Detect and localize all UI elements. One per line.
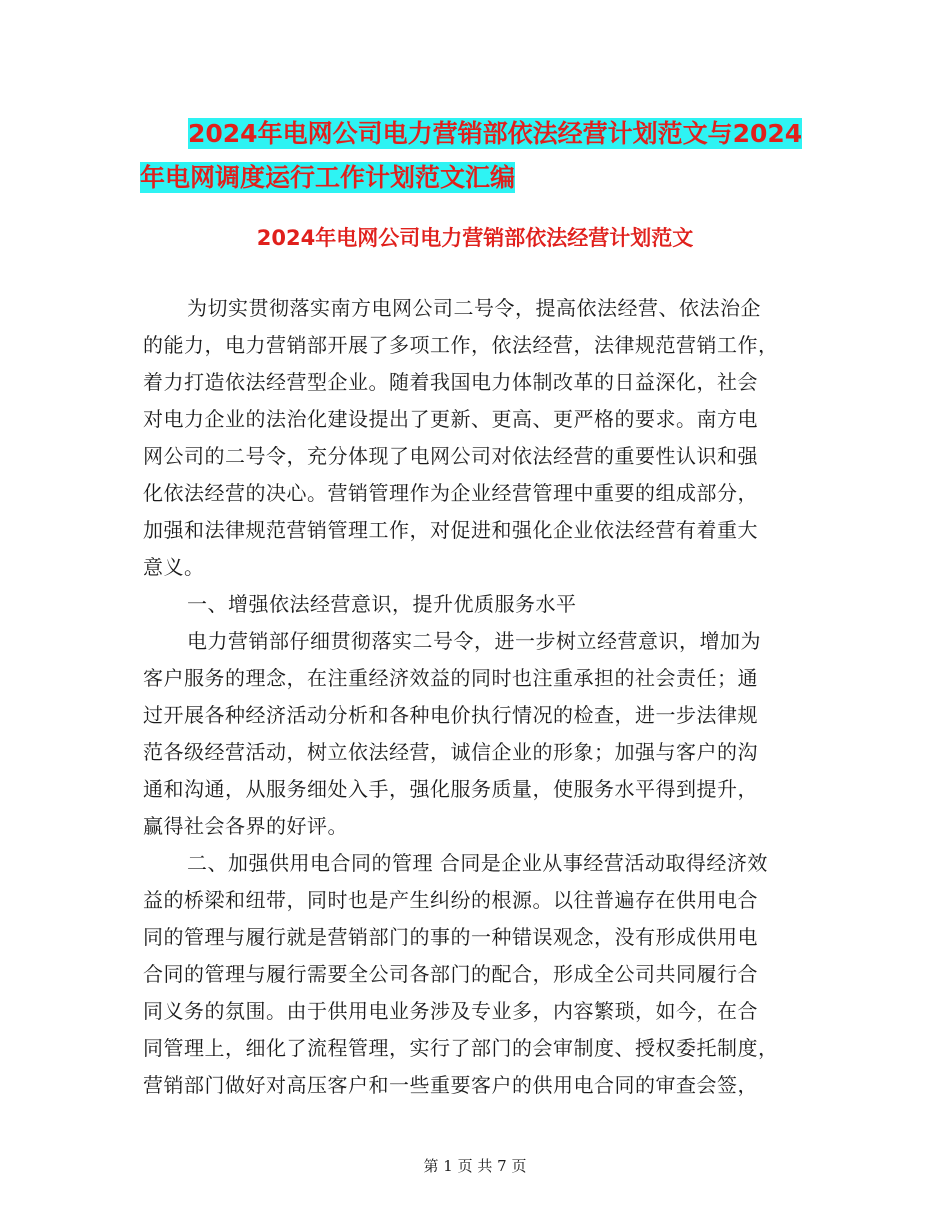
title-line-2 <box>140 156 820 200</box>
text-line: 意义。 <box>143 555 205 579</box>
text-line: 同的管理与履行就是营销部门的事的一种错误观念，没有形成供用电 <box>143 925 758 949</box>
text-line: 营销部门做好对高压客户和一些重要客户的供用电合同的审查会签， <box>143 1073 758 1097</box>
page-footer: 第 1 页 共 7 页 <box>423 1157 527 1175</box>
text-line: 益的桥梁和纽带，同时也是产生纠纷的根源。以往普遍存在供用电合 <box>143 888 758 912</box>
title-highlight-1: 2024年电网公司电力营销部依法经营计划范文与2024 <box>188 119 803 148</box>
section-heading-2: 二、加强供用电合同的管理 合同是企业从事经营活动取得经济效 <box>187 851 768 875</box>
text-line: 范各级经营活动，树立依法经营，诚信企业的形象；加强与客户的沟 <box>143 740 758 764</box>
text-line: 着力打造依法经营型企业。随着我国电力体制改革的日益深化，社会 <box>143 370 758 394</box>
text-line: 客户服务的理念，在注重经济效益的同时也注重承担的社会责任；通 <box>143 666 758 690</box>
text-line: 通和沟通，从服务细处入手，强化服务质量，使服务水平得到提升， <box>143 777 758 801</box>
text-line: 电力营销部仔细贯彻落实二号令，进一步树立经营意识，增加为 <box>187 629 761 653</box>
text-line: 过开展各种经济活动分析和各种电价执行情况的检查，进一步法律规 <box>143 703 758 727</box>
document-title <box>140 112 820 200</box>
body-text <box>143 290 808 1104</box>
text-line: 为切实贯彻落实南方电网公司二号令，提高依法经营、依法治企 <box>187 296 761 320</box>
text-line: 赢得社会各界的好评。 <box>143 814 348 838</box>
text-line: 化依法经营的决心。营销管理作为企业经营管理中重要的组成部分， <box>143 481 758 505</box>
title-line-1 <box>140 112 820 156</box>
text-line: 网公司的二号令，充分体现了电网公司对依法经营的重要性认识和强 <box>143 444 758 468</box>
text-line: 加强和法律规范营销管理工作，对促进和强化企业依法经营有着重大 <box>143 518 758 542</box>
section-heading-1: 一、增强依法经营意识，提升优质服务水平 <box>187 592 577 616</box>
text-line: 同义务的氛围。由于供用电业务涉及专业多，内容繁琐，如今，在合 <box>143 999 758 1023</box>
section-title: 2024年电网公司电力营销部依法经营计划范文 <box>256 226 694 250</box>
title-highlight-2: 年电网调度运行工作计划范文汇编 <box>140 163 516 192</box>
text-line: 的能力，电力营销部开展了多项工作，依法经营，法律规范营销工作， <box>143 333 779 357</box>
text-line: 合同的管理与履行需要全公司各部门的配合，形成全公司共同履行合 <box>143 962 758 986</box>
text-line: 对电力企业的法治化建设提出了更新、更高、更严格的要求。南方电 <box>143 407 758 431</box>
text-line: 同管理上，细化了流程管理，实行了部门的会审制度、授权委托制度， <box>143 1036 779 1060</box>
